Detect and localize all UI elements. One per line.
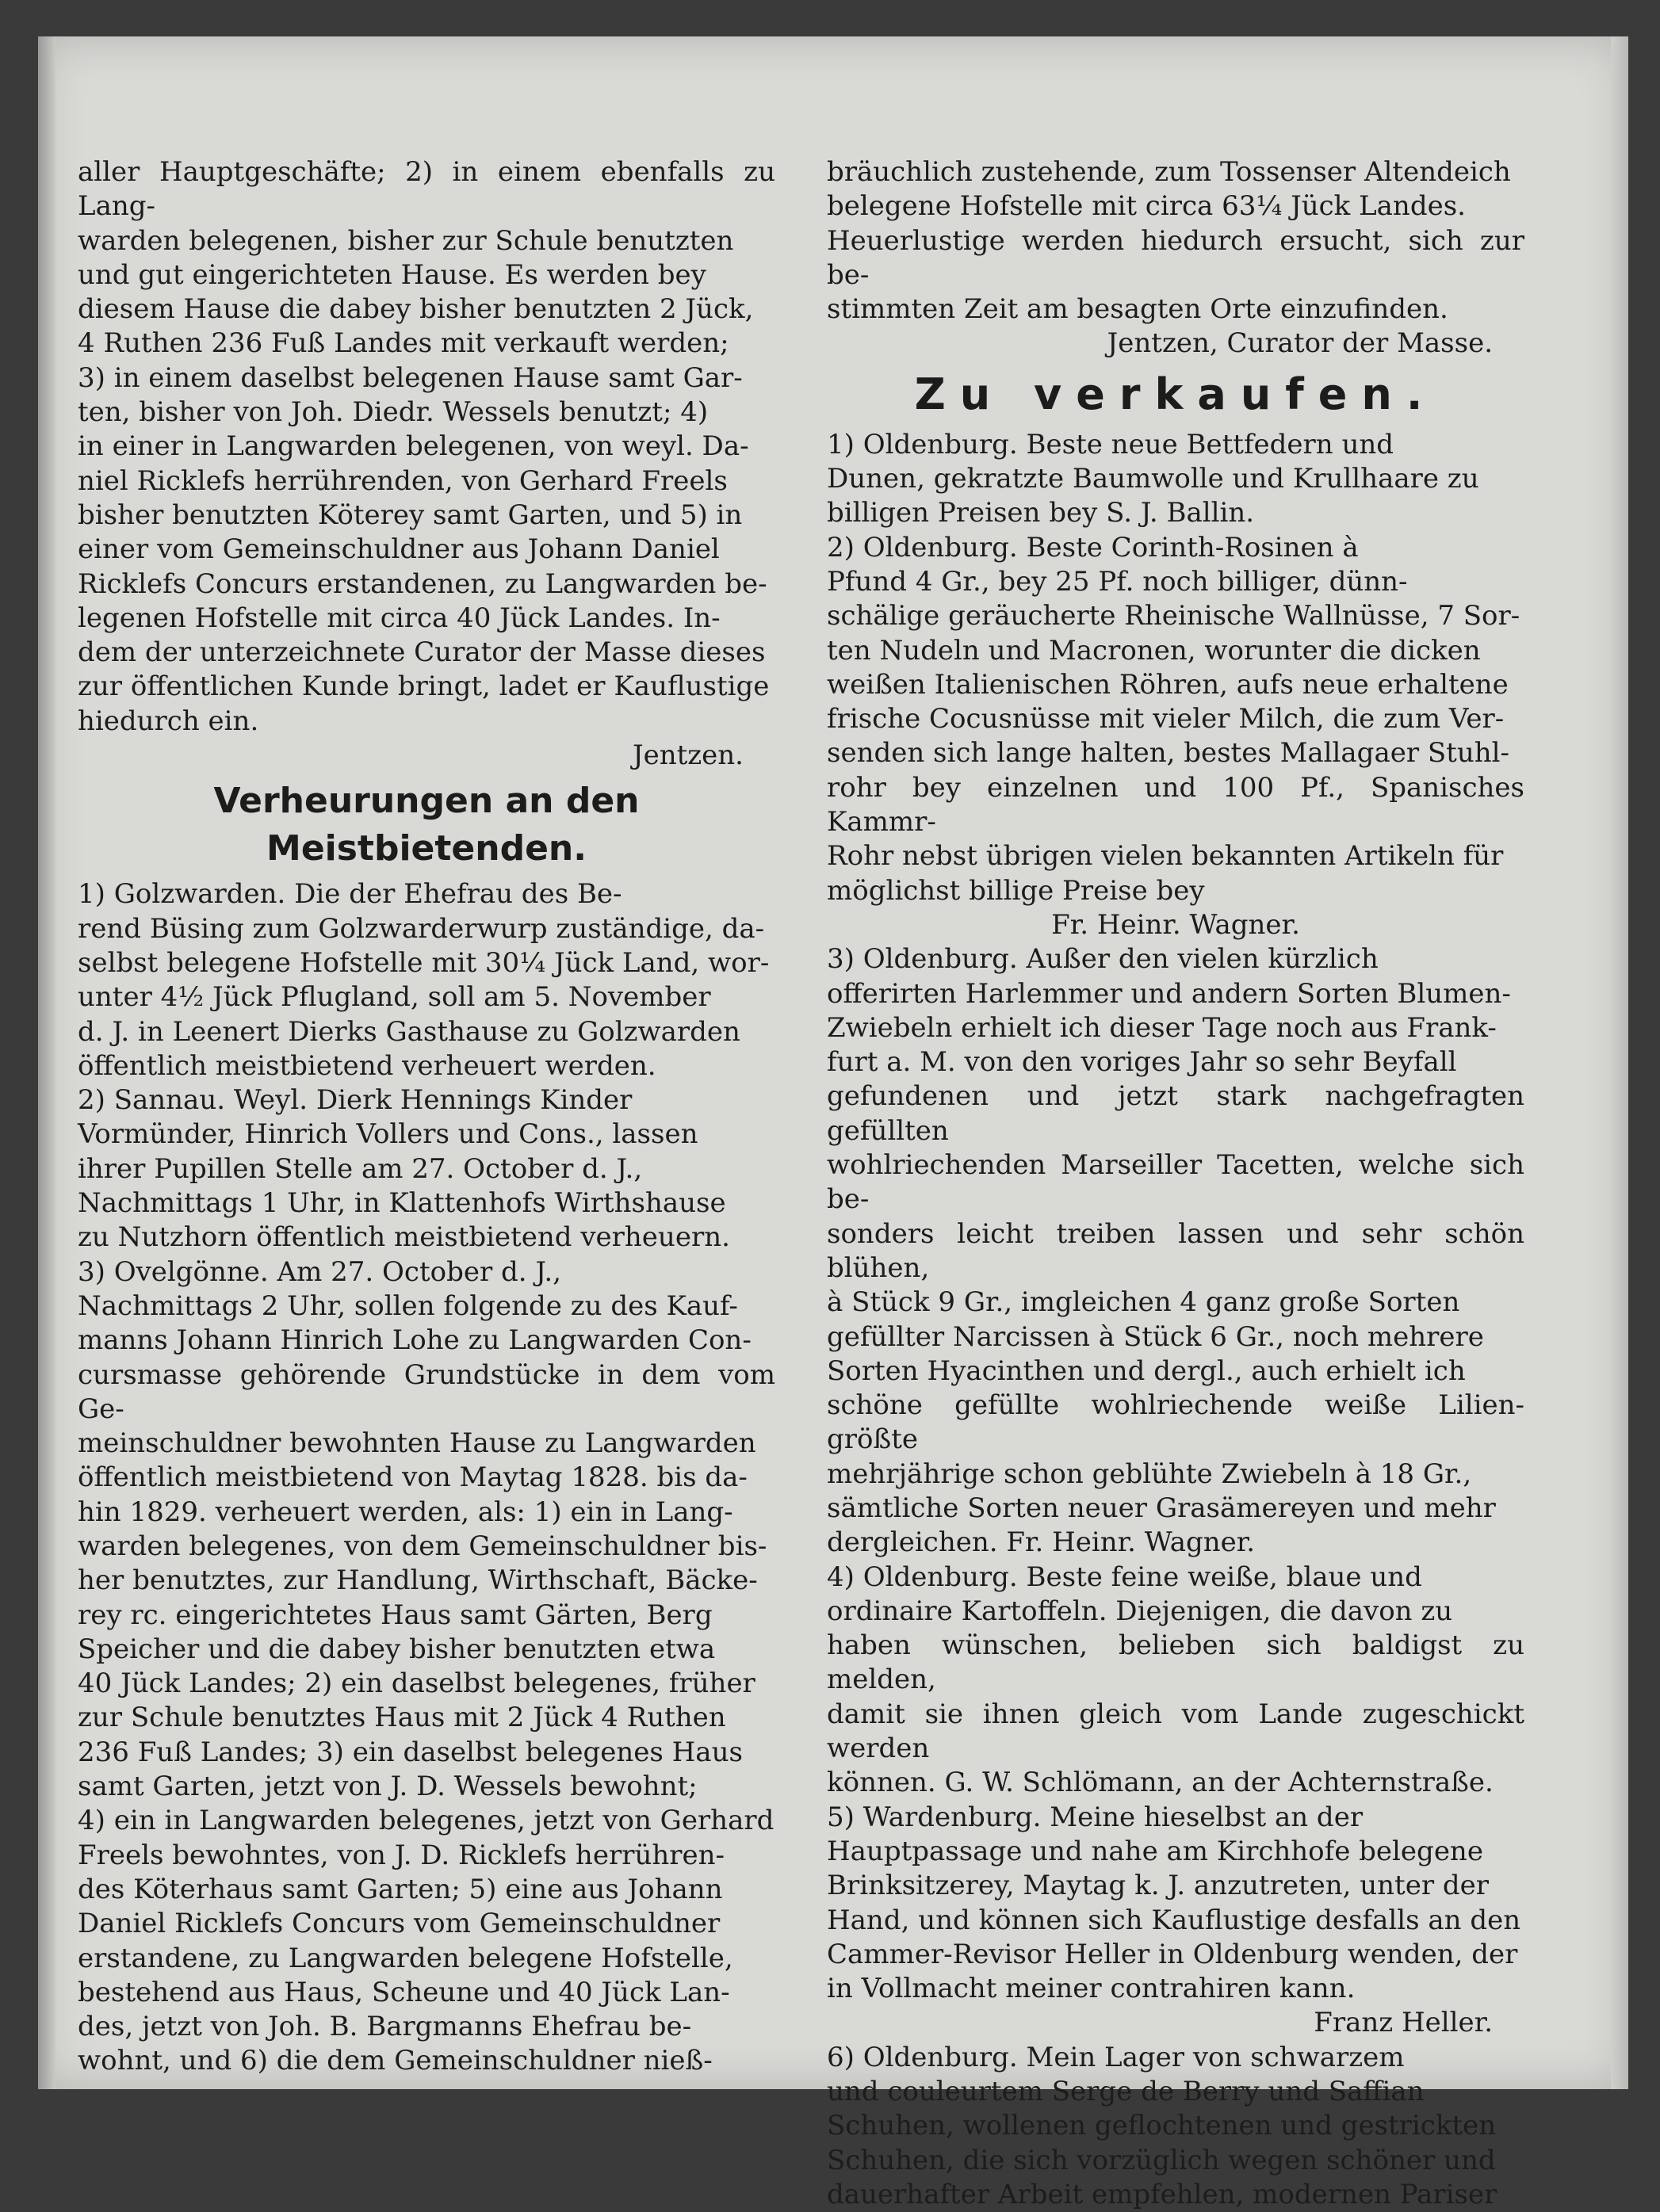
right-signature-wagner-1: Fr. Heinr. Wagner. <box>1051 908 1300 941</box>
right-column <box>827 155 1524 2212</box>
left-paragraph-golzwarden: 1) Golzwarden. Die der Ehefrau des Be- rend Büsing zum Golzwarderwurp zuständige, da- selbst belegene Hofstelle mit 30¼ Jück Land, wor- unter 4½ Jück Pflugland, soll am 5. November d. J. in Leenert Dierks Gasthause zu Golzwarden öffentlich meistbietend verheuert werden. <box>78 878 770 1082</box>
left-paragraph-1: aller Hauptgeschäfte; 2) in einem ebenfalls zu Lang- warden belegenen, bisher zur Schule benutzten und gut eingerichteten Hause. Es werden bey diesem Hause die dabey bisher benutzten 2 Jück, 4 Ruthen 236 Fuß Landes mit verkauft werden; 3) in einem daselbst belegenen Hause samt Gar- ten, bisher von Joh. Diedr. Wessels benutzt; 4) in einer in Langwarden belegenen, von weyl. Da- niel Ricklefs herrührenden, von Gerhard Freels bisher benutzten Köterey samt Garten, und 5) in einer vom Gemeinschuldner aus Johann Daniel Ricklefs Concurs erstandenen, zu Langwarden be- legenen Hofstelle mit circa 40 Jück Landes. In- dem der unterzeichnete Curator der Masse dieses zur öffentlichen Kunde bringt, ladet er Kauflustige hiedurch ein. <box>78 156 775 737</box>
right-paragraph-1: bräuchlich zustehende, zum Tossenser Altendeich belegene Hofstelle mit circa 63¼ Jück Landes. Heuerlustige werden hiedurch ersucht, sich zur be- stimmten Zeit am besagten Orte einzufinden. <box>827 156 1524 326</box>
left-paragraph-ovelgoenne: 3) Ovelgönne. Am 27. October d. J., Nachmittags 2 Uhr, sollen folgende zu des Kauf- manns Johann Hinrich Lohe zu Langwarden Con- cursmasse gehörende Grundstücke in dem vom Ge- meinschuldner bewohnten Hause zu Langwarden öffentlich meistbietend von Maytag 1828. bis da- hin 1829. verheuert werden, als: 1) ein in Lang- warden belegenes, von dem Gemeinschuldner bis- her benutztes, zur Handlung, Wirthschaft, Bäcke- rey rc. eingerichtetes Haus samt Gärten, Berg Speicher und die dabey bisher benutzten etwa 40 Jück Landes; 2) ein daselbst belegenes, früher zur Schule benutztes Haus mit 2 Jück 4 Ruthen 236 Fuß Landes; 3) ein daselbst belegenes Haus samt Garten, jetzt von J. D. Wessels bewohnt; 4) ein in Langwarden belegenes, jetzt von Gerhard Freels bewohntes, von J. D. Ricklefs herrühren- des Köterhaus samt Garten; 5) eine aus Johann Daniel Ricklefs Concurs vom Gemeinschuldner erstandene, zu Langwarden belegene Hofstelle, bestehend aus Haus, Scheune und 40 Jück Lan- des, jetzt von Joh. B. Bargmanns Ehefrau be- wohnt, und 6) die dem Gemeinschuldner nieß- <box>78 1255 775 2077</box>
section-heading-verheurungen: Verheurungen an den Meistbietenden. <box>213 781 640 869</box>
right-signature-heller: Franz Heller. <box>1314 2007 1493 2039</box>
right-paragraph-wardenburg: 5) Wardenburg. Meine hieselbst an der Hauptpassage und nahe am Kirchhofe belegene Brinksitzerey, Maytag k. J. anzutreten, unter der Hand, und können sich Kauflustige desfalls an den Cammer-Revisor Heller in Oldenburg wenden, der in Vollmacht meiner contrahiren kann. <box>827 1801 1521 2005</box>
page-gutter <box>38 36 55 2089</box>
right-paragraph-oldenburg-4: 4) Oldenburg. Beste feine weiße, blaue und ordinaire Kartoffeln. Diejenigen, die davon zu haben wünschen, belieben sich baldigst zu melden, damit sie ihnen gleich vom Lande zugeschickt werden können. G. W. Schlömann, an der Achternstraße. <box>827 1561 1524 1799</box>
newspaper-page <box>38 36 1628 2210</box>
right-paragraph-oldenburg-2: 2) Oldenburg. Beste Corinth-Rosinen à Pfund 4 Gr., bey 25 Pf. noch billiger, dünn- schälige geräucherte Rheinische Wallnüsse, 7 Sor- ten Nudeln und Macronen, worunter die dicken weißen Italienischen Röhren, aufs neue erhaltene frische Cocusnüsse mit vieler Milch, die zum Ver- senden sich lange halten, bestes Mallagaer Stuhl- rohr bey einzelnen und 100 Pf., Spanisches Kammr- Rohr nebst übrigen vielen bekannten Artikeln für möglichst billige Preise bey <box>827 531 1524 907</box>
page-fore-edge <box>1611 36 1628 2089</box>
left-column <box>78 155 775 2079</box>
section-heading-zu-verkaufen: Zu verkaufen. <box>914 369 1437 419</box>
right-paragraph-oldenburg-1: 1) Oldenburg. Beste neue Bettfedern und Dunen, gekratzte Baumwolle und Krullhaare zu billigen Preisen bey S. J. Ballin. <box>827 428 1479 529</box>
left-paragraph-sannau: 2) Sannau. Weyl. Dierk Hennings Kinder Vormünder, Hinrich Vollers und Cons., lassen ihrer Pupillen Stelle am 27. October d. J., Nachmittags 1 Uhr, in Klattenhofs Wirthshause zu Nutzhorn öffentlich meistbietend verheuern. <box>78 1084 730 1254</box>
right-paragraph-oldenburg-3: 3) Oldenburg. Außer den vielen kürzlich offerirten Harlemmer und andern Sorten Blumen- Zwiebeln erhielt ich dieser Tage noch aus Frank- furt a. M. von den voriges Jahr so sehr Beyfall gefundenen und jetzt stark nachgefragten gefüllten wohlriechenden Marseiller Tacetten, welche sich be- sonders leicht treiben lassen und sehr schön blühen, à Stück 9 Gr., imgleichen 4 ganz große Sorten gefüllter Narcissen à Stück 6 Gr., noch mehrere Sorten Hyacinthen und dergl., auch erhielt ich schöne gefüllte wohlriechende weiße Lilien- größte mehrjährige schon geblühte Zwiebeln à 18 Gr., sämtliche Sorten neuer Grasämereyen und mehr dergleichen. Fr. Heinr. Wagner. <box>827 943 1524 1559</box>
right-signature-1: Jentzen, Curator der Masse. <box>1107 327 1493 360</box>
left-signature-1: Jentzen. <box>632 739 744 772</box>
right-paragraph-oldenburg-6: 6) Oldenburg. Mein Lager von schwarzem und couleurtem Serge de Berry und Saffian Schuhen, wollenen geflochtenen und gestrickten Schuhen, die sich vorzüglich wegen schöner und dauerhafter Arbeit empfehlen, modernen Pariser <box>827 2041 1497 2210</box>
